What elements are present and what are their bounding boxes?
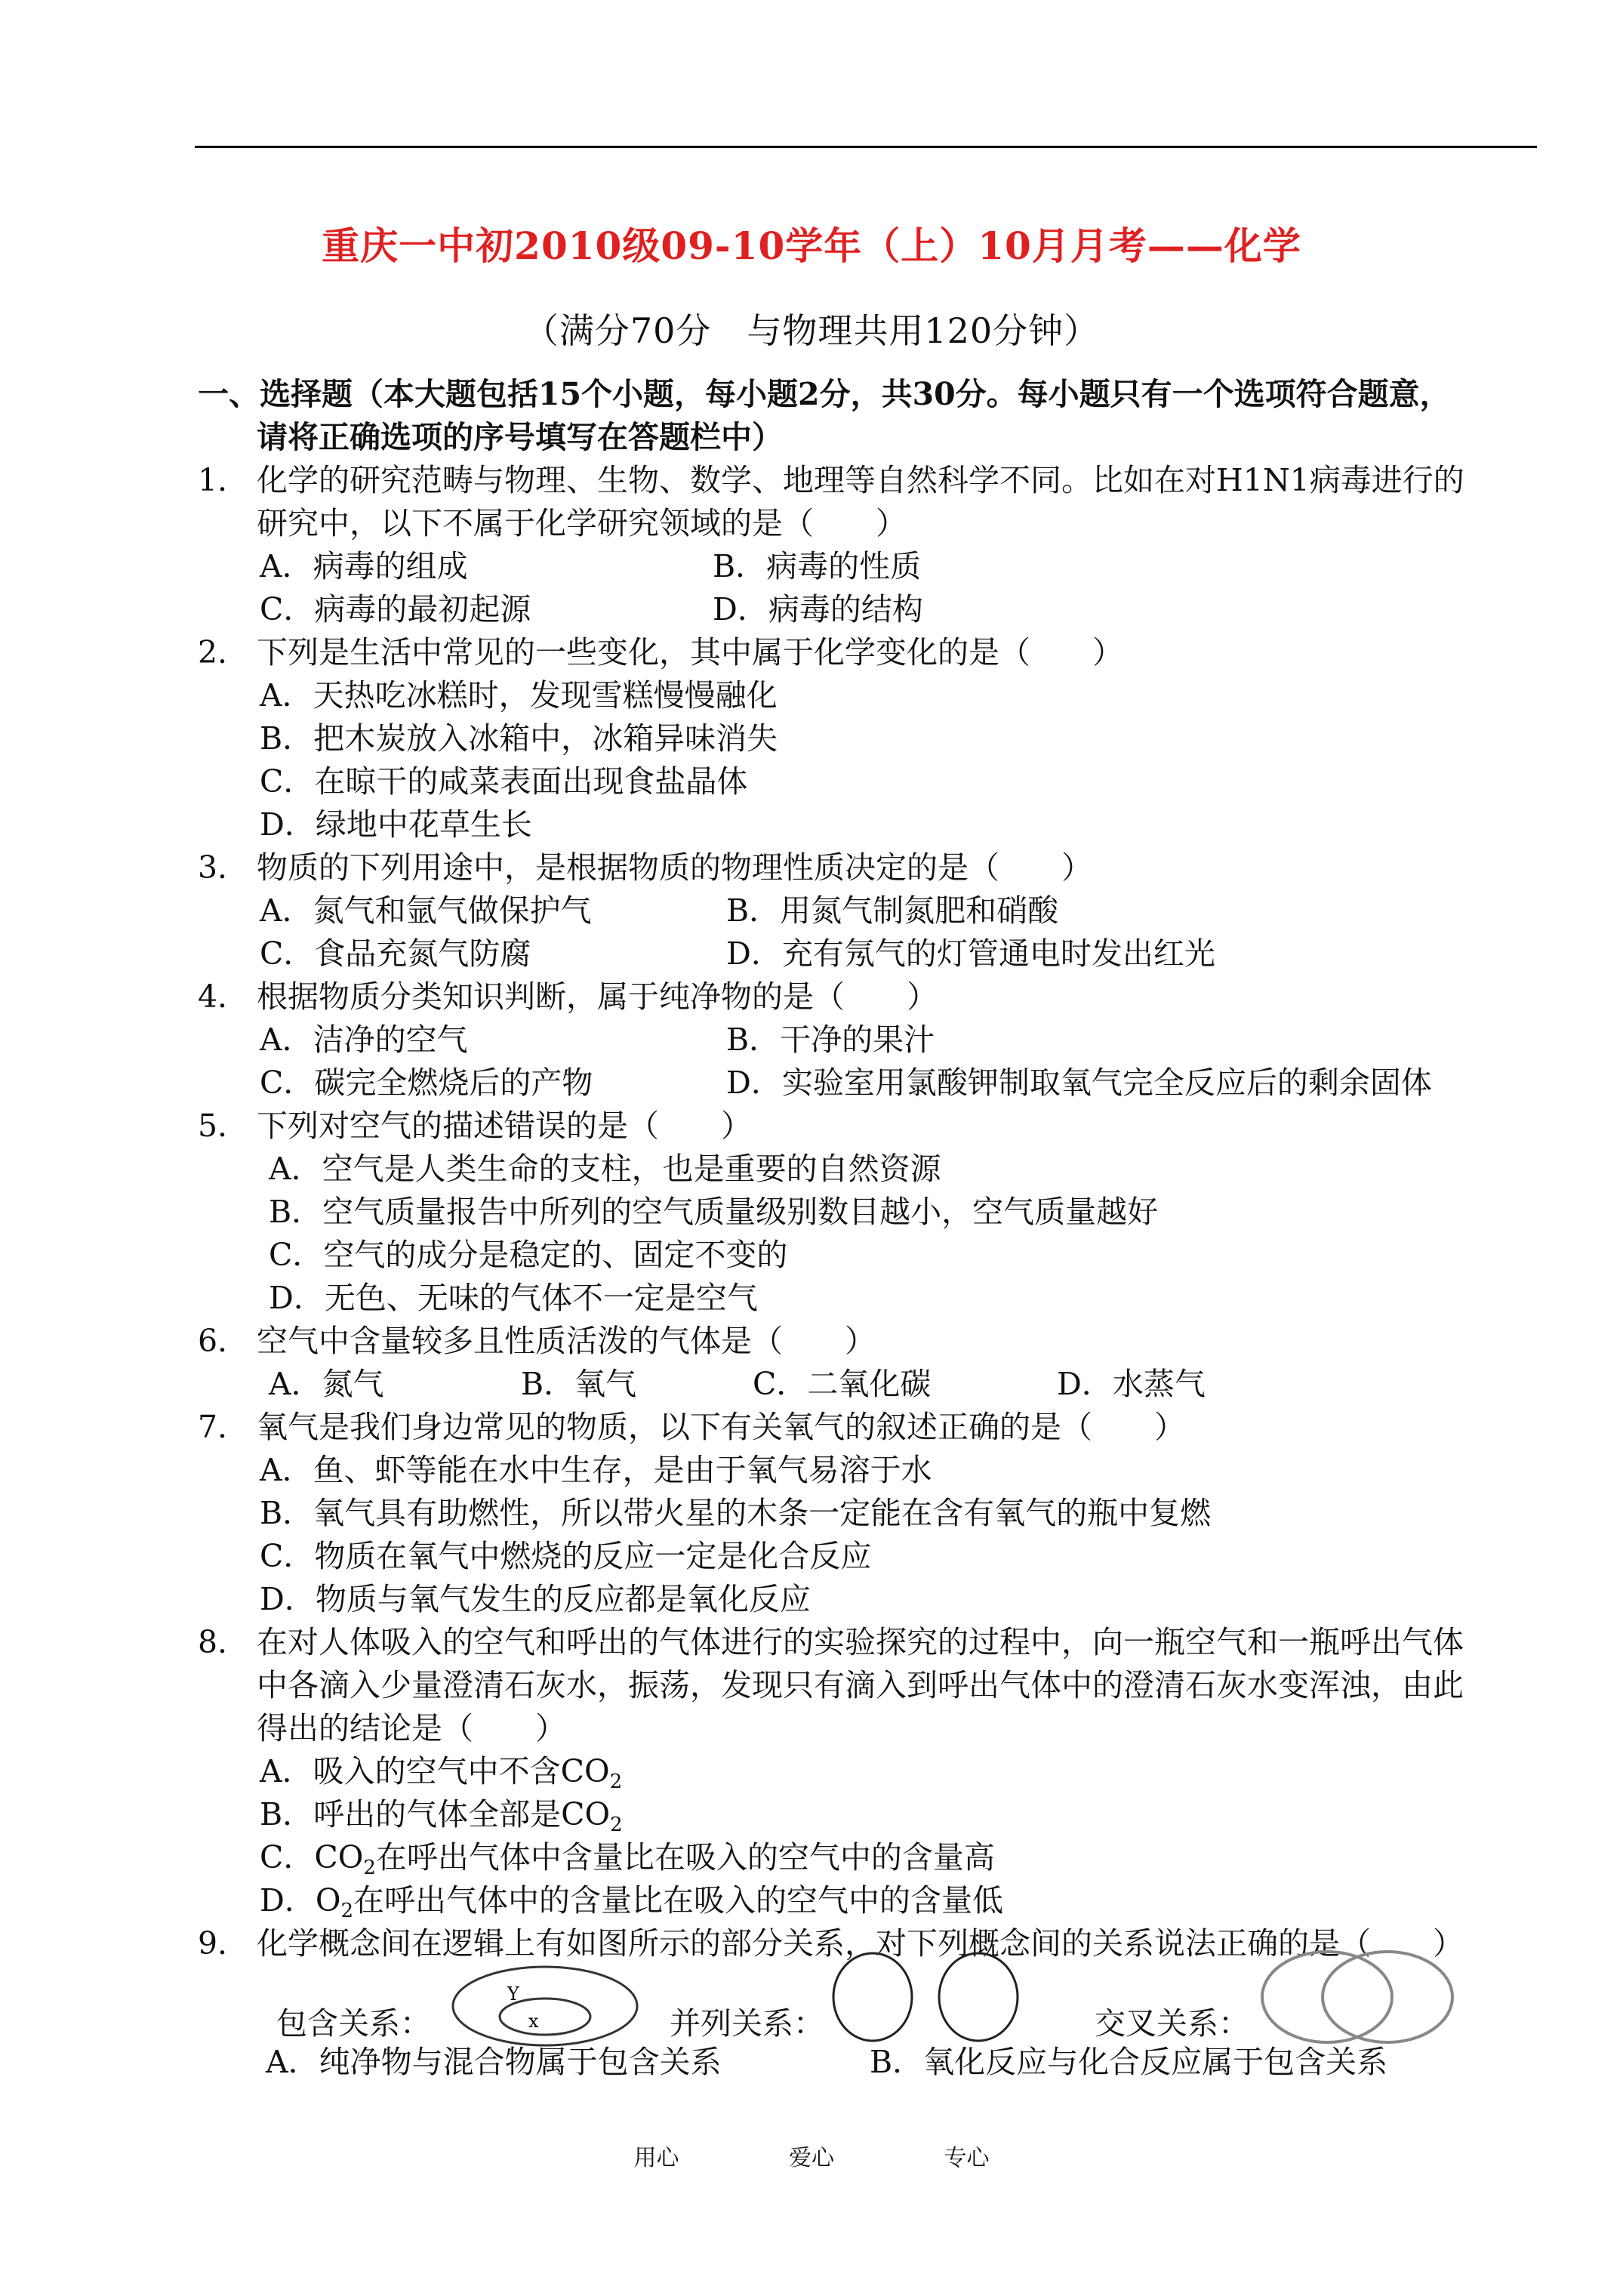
option-b: B．干净的果汁 [726,1022,935,1058]
question-number: 2． [198,634,249,670]
option-a: A．病毒的组成 [260,548,468,584]
question-number: 8． [198,1624,249,1660]
option-c: C．碳完全燃烧后的产物 [260,1065,593,1101]
question-text: 氧气是我们身边常见的物质，以下有关氧气的叙述正确的是（ ） [257,1409,1185,1445]
question-text: 化学的研究范畴与物理、生物、数学、地理等自然科学不同。比如在对H1N1病毒进行的 [257,462,1464,498]
option-b: B．氧气 [521,1366,637,1402]
question-number: 5． [198,1108,249,1144]
contain-diagram [447,1962,643,2053]
question-text: 在对人体吸入的空气和呼出的气体进行的实验探究的过程中，向一瓶空气和一瓶呼出气体 [257,1624,1464,1660]
q4-options-ab [198,1019,1541,1062]
cross-diagram [1253,1946,1464,2051]
top-rule [195,146,1537,148]
q9-options-ab [198,2041,1541,2084]
option-b: B．把木炭放入冰箱中，冰箱异味消失 [260,720,778,757]
ellipse-left [1262,1952,1392,2042]
question-number: 4． [198,978,249,1015]
option-d: D．充有氖气的灯管通电时发出红光 [726,935,1215,972]
option-d: D．绿地中花草生长 [260,806,532,843]
option-b: B．氧化反应与化合反应属于包含关系 [870,2044,1388,2080]
question-7 [198,1406,1541,1449]
label-parallel: 并列关系： [670,2005,824,2042]
subscript: 2 [609,1771,623,1793]
option-a: A．空气是人类生命的支柱，也是重要的自然资源 [269,1151,941,1187]
q4-options-cd [198,1062,1541,1105]
option-text: 在呼出气体中含量比在吸入的空气中的含量高 [375,1839,995,1875]
option-text: B．呼出的气体全部是CO [260,1796,611,1832]
option-a [198,1750,1541,1793]
question-number: 1． [198,462,249,498]
option-b [198,1793,1541,1836]
subscript: 2 [340,1900,354,1922]
question-text: 化学概念间在逻辑上有如图所示的部分关系，对下列概念间的关系说法正确的是（ ） [257,1925,1464,1962]
question-6 [198,1320,1541,1363]
option-text: D．O [260,1882,341,1918]
question-8-cont: 得出的结论是（ ） [257,1710,566,1746]
question-4 [198,975,1541,1019]
question-text: 下列是生活中常见的一些变化，其中属于化学变化的是（ ） [257,634,1123,670]
question-text: 空气中含量较多且性质活泼的气体是（ ） [257,1323,876,1359]
question-number: 9． [198,1925,249,1962]
option-a: A．氮气和氩气做保护气 [260,892,592,929]
footer-text: 用心 [633,2145,679,2171]
option-text: A．吸入的空气中不含CO [260,1753,610,1789]
question-3 [198,846,1541,889]
option-b: B．空气质量报告中所列的空气质量级别数目越小，空气质量越好 [269,1194,1159,1230]
question-2 [198,631,1541,674]
section-heading-cont: 请将正确选项的序号填写在答题栏中） [257,419,783,455]
question-5 [198,1105,1541,1148]
relationship-diagram [198,1965,1541,2041]
option-a: A．天热吃冰糕时，发现雪糕慢慢融化 [260,677,778,713]
q1-options-ab [198,545,1541,588]
label-x: x [528,2011,539,2032]
question-list [198,373,1541,2084]
q3-options-cd [198,932,1541,975]
q1-options-cd [198,588,1541,631]
footer-text: 爱心 [789,2145,834,2171]
page-footer [0,2139,1623,2172]
parallel-diagram [829,1949,1025,2047]
option-d: D．物质与氧气发生的反应都是氧化反应 [260,1581,811,1617]
footer-text: 专心 [944,2145,990,2171]
option-c [198,1836,1541,1879]
ellipse-right [1323,1952,1452,2042]
option-c: C．病毒的最初起源 [260,591,531,627]
question-8 [198,1621,1541,1664]
circle-right [939,1953,1018,2041]
section-heading: 一、选择题（本大题包括15个小题，每小题2分，共30分。每小题只有一个选项符合题意， [198,376,1451,412]
question-8-cont: 中各滴入少量澄清石灰水，振荡，发现只有滴入到呼出气体中的澄清石灰水变浑浊，由此 [257,1667,1464,1703]
option-a: A．纯净物与混合物属于包含关系 [266,2044,722,2080]
q6-options [198,1363,1541,1406]
option-c: C．空气的成分是稳定的、固定不变的 [269,1237,788,1273]
question-text: 根据物质分类知识判断，属于纯净物的是（ ） [257,978,938,1015]
option-c: C．物质在氧气中燃烧的反应一定是化合反应 [260,1538,872,1574]
option-a: A．鱼、虾等能在水中生存，是由于氧气易溶于水 [260,1452,932,1488]
option-d: D．实验室用氯酸钾制取氧气完全反应后的剩余固体 [726,1065,1432,1101]
option-c: C．食品充氮气防腐 [260,935,531,972]
question-number: 6． [198,1323,249,1359]
subscript: 2 [363,1857,376,1879]
label-y: Y [507,1983,519,2005]
question-number: 7． [198,1409,249,1445]
outer-ellipse [453,1967,637,2045]
option-b: B．病毒的性质 [713,548,922,584]
question-1-cont: 研究中，以下不属于化学研究领域的是（ ） [257,505,907,541]
option-d: D．水蒸气 [1057,1366,1206,1402]
option-c: C．二氧化碳 [753,1366,932,1402]
question-number: 3． [198,849,249,886]
option-b: B．用氮气制氮肥和硝酸 [726,892,1059,929]
option-text: C．CO [260,1839,364,1875]
option-a: A．氮气 [269,1366,384,1402]
option-b: B．氧气具有助燃性，所以带火星的木条一定能在含有氧气的瓶中复燃 [260,1495,1212,1531]
question-1 [198,459,1541,502]
label-contain: 包含关系： [276,2005,431,2042]
subscript: 2 [610,1814,623,1836]
page-subtitle: （满分70分 与物理共用120分钟） [523,310,1100,351]
page-title: 重庆一中初2010级09-10学年（上）10月月考——化学 [322,223,1301,268]
option-text: 在呼出气体中的含量比在吸入的空气中的含量低 [353,1882,1004,1918]
option-d: D．病毒的结构 [713,591,923,627]
q3-options-ab [198,889,1541,932]
option-d: D．无色、无味的气体不一定是空气 [269,1280,758,1316]
question-text: 下列对空气的描述错误的是（ ） [257,1108,752,1144]
circle-left [833,1953,912,2041]
option-d [198,1879,1541,1922]
option-a: A．洁净的空气 [260,1022,468,1058]
option-c: C．在晾干的咸菜表面出现食盐晶体 [260,763,748,800]
label-cross: 交叉关系： [1095,2005,1249,2042]
question-text: 物质的下列用途中，是根据物质的物理性质决定的是（ ） [257,849,1092,886]
